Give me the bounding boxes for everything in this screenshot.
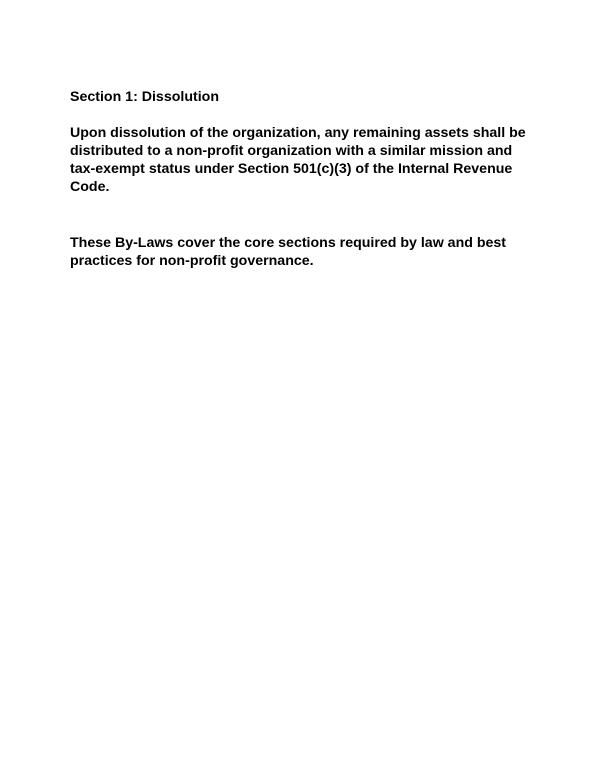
paragraph-line: tax-exempt status under Section 501(c)(3) of the Internal Revenue <box>70 161 513 177</box>
paragraph-line: Code. <box>70 179 110 195</box>
dissolution-paragraph <box>70 124 526 196</box>
section-heading: Section 1: Dissolution <box>70 89 219 105</box>
paragraph-line: These By-Laws cover the core sections required by law and best <box>70 235 507 251</box>
closing-paragraph <box>70 234 506 270</box>
paragraph-line: distributed to a non-profit organization with a similar mission and <box>70 143 513 159</box>
paragraph-line: practices for non-profit governance. <box>70 253 314 269</box>
paragraph-line: Upon dissolution of the organization, any remaining assets shall be <box>70 125 526 141</box>
